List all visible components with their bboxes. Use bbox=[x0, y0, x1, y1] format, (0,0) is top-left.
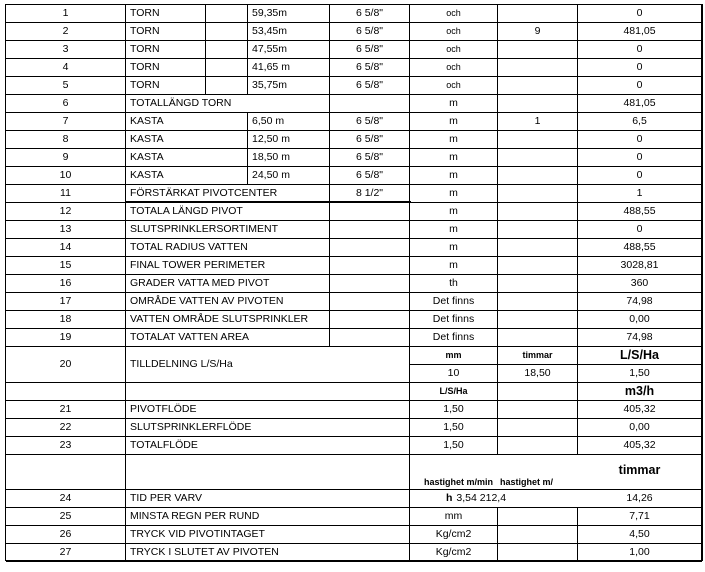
row-label: KASTA bbox=[126, 131, 248, 149]
row-number: 21 bbox=[6, 401, 126, 419]
row-number bbox=[6, 383, 126, 401]
qty-cell bbox=[498, 149, 578, 167]
row-label: TORN bbox=[126, 41, 206, 59]
row-label: KASTA bbox=[126, 167, 248, 185]
row-number: 2 bbox=[6, 23, 126, 41]
qty-cell bbox=[498, 329, 578, 347]
header-lsha: L/S/Ha bbox=[578, 347, 702, 365]
empty-cell bbox=[206, 23, 248, 41]
length-cell: 24,50 m bbox=[248, 167, 330, 185]
unit-cell: och bbox=[410, 41, 498, 59]
unit-cell: Det finns bbox=[410, 293, 498, 311]
row-label: SLUTSPRINKLERSORTIMENT bbox=[126, 221, 330, 239]
pipe-cell: 6 5/8" bbox=[330, 113, 410, 131]
header-timmar-speed: timmar bbox=[578, 455, 702, 490]
qty-cell bbox=[498, 203, 578, 221]
row-label: TORN bbox=[126, 59, 206, 77]
row-number: 17 bbox=[6, 293, 126, 311]
qty-cell bbox=[498, 5, 578, 23]
qty-cell: 1 bbox=[498, 113, 578, 131]
speed-values-cell bbox=[410, 490, 578, 508]
row-label: TID PER VARV bbox=[126, 490, 410, 508]
value-cell: 0 bbox=[578, 5, 702, 23]
row-label: TRYCK I SLUTET AV PIVOTEN bbox=[126, 544, 410, 562]
row-label: VATTEN OMRÅDE SLUTSPRINKLER bbox=[126, 311, 330, 329]
value-cell: 0 bbox=[578, 167, 702, 185]
row-label: GRADER VATTA MED PIVOT bbox=[126, 275, 330, 293]
value-cell: 0 bbox=[578, 77, 702, 95]
row-number: 14 bbox=[6, 239, 126, 257]
empty-cell bbox=[330, 275, 410, 293]
pipe-cell: 6 5/8" bbox=[330, 23, 410, 41]
row-label: TRYCK VID PIVOTINTAGET bbox=[126, 526, 410, 544]
empty-cell bbox=[330, 221, 410, 239]
unit-cell: th bbox=[410, 275, 498, 293]
qty-cell bbox=[498, 131, 578, 149]
value-cell: 14,26 bbox=[578, 490, 702, 508]
qty-cell bbox=[498, 59, 578, 77]
unit-cell: m bbox=[410, 131, 498, 149]
header-mm: mm bbox=[410, 347, 498, 365]
row-label: TORN bbox=[126, 23, 206, 41]
empty-cell bbox=[498, 508, 578, 526]
cell-lsha-value: 1,50 bbox=[578, 365, 702, 383]
qty-cell bbox=[498, 41, 578, 59]
unit-cell: m bbox=[410, 113, 498, 131]
row-number: 27 bbox=[6, 544, 126, 562]
row-number: 15 bbox=[6, 257, 126, 275]
row-number: 7 bbox=[6, 113, 126, 131]
empty-cell bbox=[330, 311, 410, 329]
pipe-cell: 6 5/8" bbox=[330, 59, 410, 77]
length-cell: 59,35m bbox=[248, 5, 330, 23]
empty-cell bbox=[498, 526, 578, 544]
unit-cell: m bbox=[410, 149, 498, 167]
empty-cell bbox=[498, 419, 578, 437]
qty-cell bbox=[498, 185, 578, 203]
empty-cell bbox=[206, 77, 248, 95]
row-label bbox=[126, 455, 410, 490]
unit-cell: Kg/cm2 bbox=[410, 544, 498, 562]
pipe-cell: 6 5/8" bbox=[330, 149, 410, 167]
row-label: TORN bbox=[126, 5, 206, 23]
length-cell: 47,55m bbox=[248, 41, 330, 59]
value-cell: 6,5 bbox=[578, 113, 702, 131]
row-label: OMRÅDE VATTEN AV PIVOTEN bbox=[126, 293, 330, 311]
row-label: FÖRSTÄRKAT PIVOTCENTER bbox=[126, 185, 330, 203]
row-number: 22 bbox=[6, 419, 126, 437]
value-cell: 405,32 bbox=[578, 401, 702, 419]
row-number: 1 bbox=[6, 5, 126, 23]
length-cell: 53,45m bbox=[248, 23, 330, 41]
empty-cell bbox=[498, 437, 578, 455]
qty-cell bbox=[498, 95, 578, 113]
empty-cell bbox=[498, 544, 578, 562]
row-label: KASTA bbox=[126, 149, 248, 167]
value-cell: 0 bbox=[578, 221, 702, 239]
header-speed-hour: hastighet m/ bbox=[500, 477, 554, 487]
value-cell: 360 bbox=[578, 275, 702, 293]
unit-cell: 1,50 bbox=[410, 401, 498, 419]
value-cell: 1 bbox=[578, 185, 702, 203]
unit-cell: Kg/cm2 bbox=[410, 526, 498, 544]
qty-cell bbox=[498, 77, 578, 95]
row-label: TORN bbox=[126, 77, 206, 95]
row-number: 16 bbox=[6, 275, 126, 293]
row-number: 23 bbox=[6, 437, 126, 455]
value-cell: 488,55 bbox=[578, 239, 702, 257]
unit-cell: Det finns bbox=[410, 329, 498, 347]
unit-cell: och bbox=[410, 5, 498, 23]
pipe-cell: 6 5/8" bbox=[330, 41, 410, 59]
row-label: SLUTSPRINKLERFLÖDE bbox=[126, 419, 410, 437]
value-cell: 0 bbox=[578, 149, 702, 167]
qty-cell bbox=[498, 221, 578, 239]
unit-cell: m bbox=[410, 203, 498, 221]
value-cell: 0,00 bbox=[578, 419, 702, 437]
qty-cell bbox=[498, 257, 578, 275]
empty-cell bbox=[330, 257, 410, 275]
unit-cell: m bbox=[410, 221, 498, 239]
empty-cell bbox=[498, 383, 578, 401]
value-cell: 74,98 bbox=[578, 293, 702, 311]
row-label: TILLDELNING L/S/Ha bbox=[126, 347, 410, 383]
row-number: 9 bbox=[6, 149, 126, 167]
empty-cell bbox=[206, 59, 248, 77]
value-cell: 488,55 bbox=[578, 203, 702, 221]
pipe-cell: 6 5/8" bbox=[330, 5, 410, 23]
unit-cell: och bbox=[410, 59, 498, 77]
qty-cell: 9 bbox=[498, 23, 578, 41]
value-cell: 481,05 bbox=[578, 95, 702, 113]
value-cell: 481,05 bbox=[578, 23, 702, 41]
empty-cell bbox=[206, 5, 248, 23]
cell-mm-value: 10 bbox=[410, 365, 498, 383]
empty-cell bbox=[330, 293, 410, 311]
row-label: FINAL TOWER PERIMETER bbox=[126, 257, 330, 275]
hour-prefix: h bbox=[446, 492, 453, 505]
unit-cell: mm bbox=[410, 508, 498, 526]
empty-cell bbox=[330, 329, 410, 347]
unit-cell: m bbox=[410, 167, 498, 185]
pipe-cell: 8 1/2" bbox=[330, 185, 410, 203]
qty-cell bbox=[498, 167, 578, 185]
unit-cell: m bbox=[410, 95, 498, 113]
length-cell: 35,75m bbox=[248, 77, 330, 95]
value-cell: 405,32 bbox=[578, 437, 702, 455]
row-number bbox=[6, 455, 126, 490]
length-cell: 12,50 m bbox=[248, 131, 330, 149]
row-number: 10 bbox=[6, 167, 126, 185]
row-number: 25 bbox=[6, 508, 126, 526]
empty-cell bbox=[206, 41, 248, 59]
row-label: KASTA bbox=[126, 113, 248, 131]
unit-cell: m bbox=[410, 185, 498, 203]
row-number: 11 bbox=[6, 185, 126, 203]
unit-cell: och bbox=[410, 77, 498, 95]
value-cell: 0 bbox=[578, 131, 702, 149]
pipe-cell: 6 5/8" bbox=[330, 131, 410, 149]
row-label: TOTALA LÄNGD PIVOT bbox=[126, 203, 330, 221]
row-number: 6 bbox=[6, 95, 126, 113]
row-number: 3 bbox=[6, 41, 126, 59]
header-m3h: m3/h bbox=[578, 383, 702, 401]
row-number: 19 bbox=[6, 329, 126, 347]
row-label: TOTAL RADIUS VATTEN bbox=[126, 239, 330, 257]
value-cell: 74,98 bbox=[578, 329, 702, 347]
length-cell: 6,50 m bbox=[248, 113, 330, 131]
row-number: 24 bbox=[6, 490, 126, 508]
row-label: PIVOTFLÖDE bbox=[126, 401, 410, 419]
header-speed-min: hastighet m/min bbox=[424, 477, 494, 487]
row-number: 13 bbox=[6, 221, 126, 239]
empty-cell bbox=[330, 95, 410, 113]
unit-cell: 1,50 bbox=[410, 437, 498, 455]
row-label: MINSTA REGN PER RUND bbox=[126, 508, 410, 526]
qty-cell bbox=[498, 293, 578, 311]
row-number: 8 bbox=[6, 131, 126, 149]
value-cell: 4,50 bbox=[578, 526, 702, 544]
length-cell: 18,50 m bbox=[248, 149, 330, 167]
row-label: TOTALAT VATTEN AREA bbox=[126, 329, 330, 347]
unit-cell: och bbox=[410, 23, 498, 41]
empty-cell bbox=[498, 401, 578, 419]
row-number: 12 bbox=[6, 203, 126, 221]
row-label bbox=[126, 383, 410, 401]
unit-cell: Det finns bbox=[410, 311, 498, 329]
pipe-cell: 6 5/8" bbox=[330, 77, 410, 95]
cell-timmar-value: 18,50 bbox=[498, 365, 578, 383]
empty-cell bbox=[330, 203, 410, 221]
row-label: TOTALFLÖDE bbox=[126, 437, 410, 455]
unit-cell: m bbox=[410, 257, 498, 275]
empty-cell bbox=[330, 239, 410, 257]
value-cell: 0 bbox=[578, 41, 702, 59]
qty-cell bbox=[498, 239, 578, 257]
value-cell: 1,00 bbox=[578, 544, 702, 562]
speed-values: 3,54 212,4 bbox=[456, 492, 507, 505]
pipe-cell: 6 5/8" bbox=[330, 167, 410, 185]
qty-cell bbox=[498, 311, 578, 329]
header-timmar: timmar bbox=[498, 347, 578, 365]
value-cell: 7,71 bbox=[578, 508, 702, 526]
row-number: 18 bbox=[6, 311, 126, 329]
row-number: 20 bbox=[6, 347, 126, 383]
row-number: 5 bbox=[6, 77, 126, 95]
value-cell: 0 bbox=[578, 59, 702, 77]
value-cell: 0,00 bbox=[578, 311, 702, 329]
unit-cell: 1,50 bbox=[410, 419, 498, 437]
unit-cell: m bbox=[410, 239, 498, 257]
row-number: 4 bbox=[6, 59, 126, 77]
value-cell: 3028,81 bbox=[578, 257, 702, 275]
row-number: 26 bbox=[6, 526, 126, 544]
qty-cell bbox=[498, 275, 578, 293]
length-cell: 41,65 m bbox=[248, 59, 330, 77]
row-label: TOTALLÄNGD TORN bbox=[126, 95, 330, 113]
header-lsha-flow: L/S/Ha bbox=[410, 383, 498, 401]
